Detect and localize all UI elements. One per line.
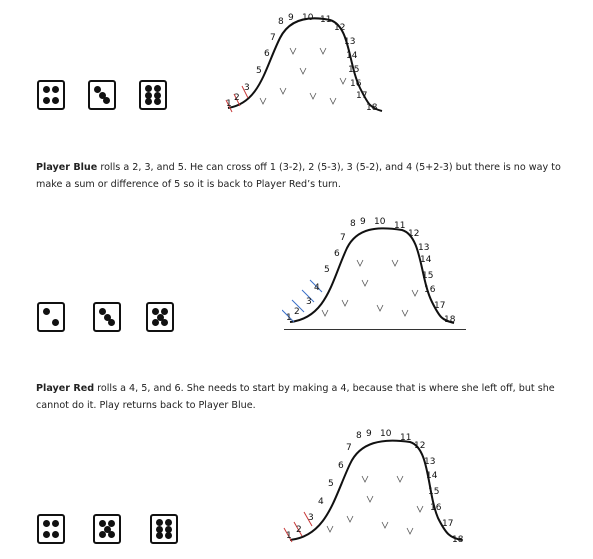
num-14: 14	[346, 51, 358, 61]
player-red-label: Player Red	[36, 383, 95, 394]
num-7: 7	[340, 233, 346, 243]
num-2: 2	[296, 525, 302, 535]
die-three	[93, 302, 121, 332]
num-6: 6	[264, 49, 270, 59]
num-13: 13	[424, 457, 436, 467]
num-3: 3	[306, 297, 312, 307]
hill-3-labels	[286, 429, 464, 545]
num-18: 18	[366, 103, 378, 113]
num-9: 9	[360, 217, 366, 227]
num-15: 15	[428, 487, 440, 497]
num-8: 8	[278, 17, 284, 27]
num-18: 18	[452, 535, 464, 545]
die-four	[37, 514, 65, 544]
num-15: 15	[348, 65, 360, 75]
hill-diagram-3	[282, 422, 472, 546]
num-11: 11	[320, 15, 332, 25]
num-13: 13	[418, 243, 430, 253]
num-3: 3	[244, 83, 250, 93]
num-16: 16	[430, 503, 442, 513]
num-4: 4	[318, 497, 324, 507]
hill-2-labels	[286, 217, 456, 325]
die-five	[93, 514, 121, 544]
num-7: 7	[346, 443, 352, 453]
die-three	[88, 80, 116, 110]
num-12: 12	[334, 23, 346, 33]
num-9: 9	[288, 13, 294, 23]
num-15: 15	[422, 271, 434, 281]
num-13: 13	[344, 37, 356, 47]
player-red-text: rolls a 4, 5, and 6. She needs to start by making a 4, because that is where she left off, but she cannot do it. Play returns back to Player Blue.	[36, 383, 555, 411]
die-six	[139, 80, 167, 110]
die-six	[150, 514, 178, 544]
num-14: 14	[420, 255, 432, 265]
hill-diagram-2	[282, 210, 462, 330]
num-1: 1	[226, 99, 232, 109]
player-blue-text: rolls a 2, 3, and 5. He can cross off 1 (3-2), 2 (5-3), 3 (5-2), and 4 (5+2-3) but there is no way to make a sum or difference of 5 so it is back to Player Red’s turn.	[36, 162, 561, 190]
num-4: 4	[314, 283, 320, 293]
num-5: 5	[328, 479, 334, 489]
num-10: 10	[302, 13, 314, 23]
num-3: 3	[308, 513, 314, 523]
num-6: 6	[338, 461, 344, 471]
num-14: 14	[426, 471, 438, 481]
num-11: 11	[400, 433, 412, 443]
num-2: 2	[294, 307, 300, 317]
hill-diagram-1	[220, 8, 390, 118]
num-11: 11	[394, 221, 406, 231]
num-5: 5	[324, 265, 330, 275]
num-8: 8	[350, 219, 356, 229]
num-10: 10	[374, 217, 386, 227]
num-12: 12	[414, 441, 426, 451]
num-7: 7	[270, 33, 276, 43]
num-12: 12	[408, 229, 420, 239]
num-8: 8	[356, 431, 362, 441]
die-two	[37, 302, 65, 332]
num-18: 18	[444, 315, 456, 325]
num-17: 17	[434, 301, 446, 311]
num-6: 6	[334, 249, 340, 259]
num-17: 17	[356, 91, 368, 101]
paragraph-player-blue	[36, 160, 566, 193]
num-10: 10	[380, 429, 392, 439]
die-four	[37, 80, 65, 110]
num-2: 2	[234, 93, 240, 103]
num-16: 16	[350, 79, 362, 89]
num-5: 5	[256, 66, 262, 76]
num-17: 17	[442, 519, 454, 529]
paragraph-player-red	[36, 381, 566, 414]
player-blue-label: Player Blue	[36, 162, 98, 173]
num-16: 16	[424, 285, 436, 295]
num-1: 1	[286, 313, 292, 323]
baseline-line	[284, 329, 466, 330]
die-five	[146, 302, 174, 332]
num-1: 1	[286, 531, 292, 541]
num-9: 9	[366, 429, 372, 439]
